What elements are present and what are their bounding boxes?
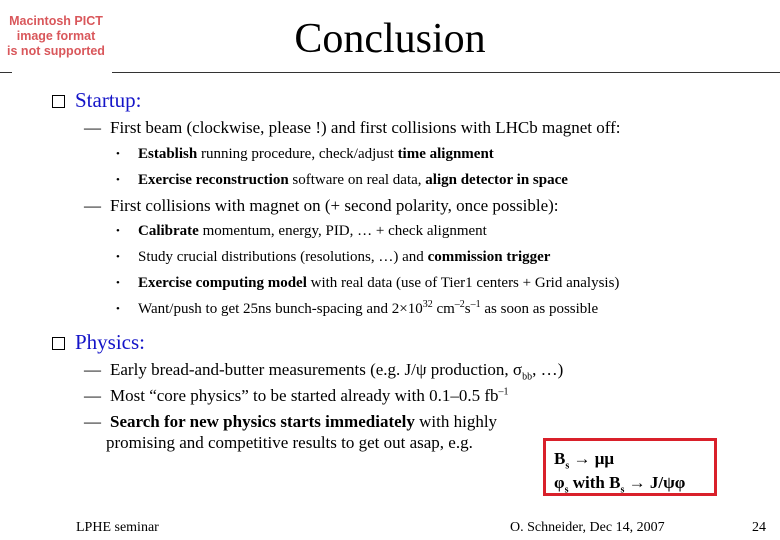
title-rule — [112, 72, 780, 73]
startup-item-1-sub-1: • Establish running procedure, check/adjust time alignment — [116, 146, 494, 162]
startup-item-1-sub-2: • Exercise reconstruction software on real data, align detector in space — [116, 172, 568, 188]
page-number: 24 — [752, 520, 766, 535]
dot-bullet-icon: • — [116, 251, 120, 263]
physics-item-1: — Early bread-and-butter measurements (e.g. J/ψ production, $\sigma_{bb}$, …) — [84, 360, 564, 383]
startup-item-2-sub-3: • Exercise computing model with real data (use of Tier1 centers + Grid analysis) — [116, 275, 620, 291]
startup-item-2-sub-1: • Calibrate momentum, energy, PID, … + check alignment — [116, 223, 487, 239]
section-physics: Physics: — [52, 329, 145, 355]
physics-item-3-continued: promising and competitive results to get out asap, e.g. — [106, 433, 473, 452]
phis-with-bs-to-jpsiphi: $\varphi_s$ with $B_s \to J/\psi\varphi$ — [554, 473, 686, 496]
startup-item-2-sub-4: • Want/push to get 25ns bunch-spacing and $2\times 10^{32}$ $cm^{-2}s^{-1}$ as soon as possible — [116, 299, 599, 317]
dot-bullet-icon: • — [116, 148, 120, 160]
slide-title: Conclusion — [294, 16, 486, 62]
dash-bullet-icon: — — [84, 360, 101, 379]
dash-bullet-icon: — — [84, 412, 101, 431]
bs-to-mumu: $B_s \to \mu\mu$ — [554, 449, 615, 472]
footer-venue: LPHE seminar — [76, 520, 159, 535]
section-startup: Startup: — [52, 87, 142, 113]
physics-item-3: — Search for new physics starts immediately with highly — [84, 412, 498, 431]
startup-item-1: — First beam (clockwise, please !) and first collisions with LHCb magnet off: — [84, 118, 621, 137]
highlight-box-bs-decays — [543, 438, 717, 496]
dash-bullet-icon: — — [84, 386, 101, 405]
title-rule-left — [0, 72, 12, 73]
unsupported-image-placeholder: Macintosh PICT image format is not supported — [7, 14, 105, 58]
startup-item-2: — First collisions with magnet on (+ second polarity, once possible): — [84, 196, 559, 215]
checkbox-bullet-icon — [52, 95, 65, 108]
dot-bullet-icon: • — [116, 277, 120, 289]
physics-item-2: — Most “core physics” to be started already with 0.1–0.5 $fb^{-1}$ — [84, 386, 509, 405]
checkbox-bullet-icon — [52, 337, 65, 350]
dot-bullet-icon: • — [116, 174, 120, 186]
dash-bullet-icon: — — [84, 118, 101, 137]
dash-bullet-icon: — — [84, 196, 101, 215]
footer-author-date: O. Schneider, Dec 14, 2007 — [510, 520, 665, 535]
dot-bullet-icon: • — [116, 225, 120, 237]
startup-item-2-sub-2: • Study crucial distributions (resolutions, …) and commission trigger — [116, 249, 551, 265]
dot-bullet-icon: • — [116, 303, 120, 315]
